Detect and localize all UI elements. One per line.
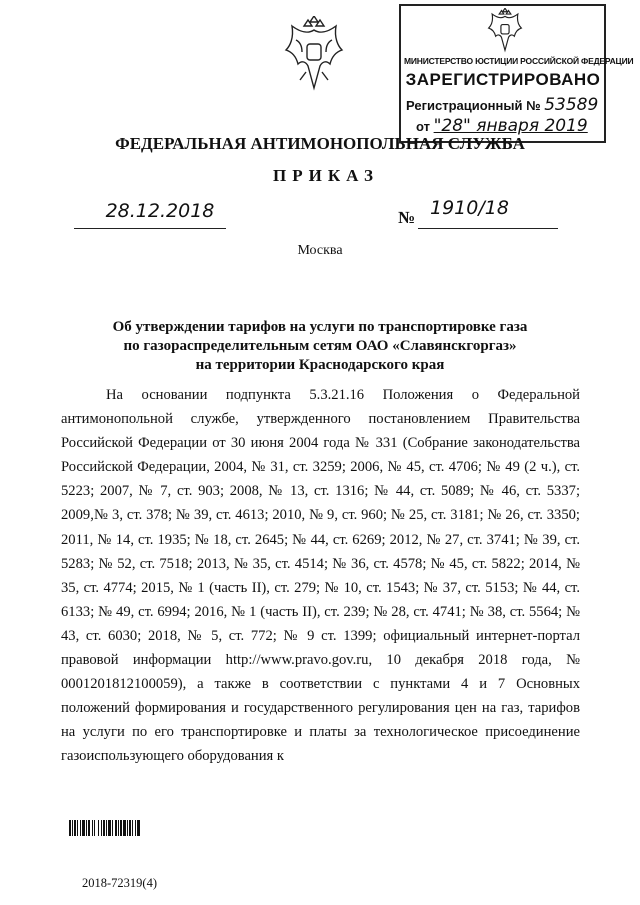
stamp-ministry: МИНИСТЕРСТВО ЮСТИЦИИ РОССИЙСКОЙ ФЕДЕРАЦИИ <box>404 56 634 66</box>
barcode-bar <box>118 820 119 836</box>
date-underline <box>74 228 226 229</box>
barcode-bar <box>135 820 136 836</box>
barcode-bar <box>137 820 140 836</box>
stamp-reg-number: 53589 <box>544 95 599 115</box>
barcode-bar <box>82 820 85 836</box>
document-title <box>60 318 580 375</box>
barcode-bar <box>86 820 87 836</box>
barcode <box>69 820 184 836</box>
barcode-bar <box>101 820 102 836</box>
barcode-bar <box>108 820 111 836</box>
number-underline <box>418 228 558 229</box>
stamp-reg-label: Регистрационный № <box>406 98 541 113</box>
service-title: ФЕДЕРАЛЬНАЯ АНТИМОНОПОЛЬНАЯ СЛУЖБА <box>115 134 525 153</box>
barcode-bar <box>98 820 99 836</box>
barcode-bar <box>88 820 90 836</box>
body-text: На основании подпункта 5.3.21.16 Положения о Федеральной антимонопольной службе, утвержденного постановлением Правительства Российской Федерации от 30 июня 2004 года № 331 (Собрание законодательства Российской Федерации, 2004, № 31, ст. 3259; 2006, № 45, ст. 4706; № 49 (2 ч.), ст. 5223; 2007, № 7, ст. 903; 2008, № 13, ст. 1316; № 44, ст. 5089; № 46, ст. 5337; 2009,№ 3, ст. 378; № 39, ст. 4613; 2010, № 9, ст. 960; № 25, ст. 3181; № 26, ст. 3350; 2011, № 14, ст. 1935; № 18, ст. 2645; № 44, ст. 6269; 2012, № 27, ст. 3741; № 39, ст. 5283; № 52, ст. 7518; 2013, № 35, ст. 4514; № 36, ст. 4578; № 45, ст. 5822; 2014, № 35, ст. 4774; 2015, № 1 (часть II), ст. 279; № 10, ст. 1543; № 37, ст. 5153; № 44, ст. 6133; № 49, ст. 6994; 2016, № 1 (часть II), ст. 239; № 28, ст. 4741; № 38, ст. 5564; № 43, ст. 6030; 2018, № 5, ст. 772; № 9 ст. 1399; официальный интернет-портал правовой информации http://www.pravo.gov.ru, 10 декабря 2018 года, № 0001201812100059), а также в соответствии с пунктами 4 и 7 Основных положений формирования и государственного регулирования цен на газ, тарифов на услуги по его транспортировке и платы за технологическое присоединение газоиспользующего оборудования к <box>61 387 580 765</box>
stamp-date-line <box>416 116 588 136</box>
barcode-bar <box>80 820 81 836</box>
barcode-bar <box>115 820 117 836</box>
title-line: по газораспределительным сетям ОАО «Славянскгоргаз» <box>123 338 517 354</box>
barcode-bar <box>74 820 76 836</box>
barcode-bar <box>69 820 71 836</box>
body-paragraph <box>61 383 580 769</box>
barcode-bar <box>92 820 93 836</box>
stamp-date-prefix: от <box>416 119 430 134</box>
barcode-bar <box>106 820 107 836</box>
city: Москва <box>297 243 343 258</box>
barcode-bar <box>127 820 128 836</box>
stamp-date-handwritten: "28" января 2019 <box>433 116 588 136</box>
order-number: 1910/18 <box>430 197 509 219</box>
barcode-bar <box>129 820 131 836</box>
title-line: Об утверждении тарифов на услуги по транспортировке газа <box>112 319 528 335</box>
stamp-registered: ЗАРЕГИСТРИРОВАНО <box>405 70 601 89</box>
number-sign: № <box>398 208 416 227</box>
barcode-bar <box>123 820 126 836</box>
coat-of-arms-emblem <box>278 16 350 94</box>
barcode-bar <box>103 820 105 836</box>
barcode-bar <box>132 820 133 836</box>
barcode-bar <box>120 820 122 836</box>
barcode-bar <box>94 820 95 836</box>
barcode-bar <box>112 820 113 836</box>
order-title: ПРИКАЗ <box>273 166 379 185</box>
barcode-bar <box>77 820 78 836</box>
stamp-reg-line <box>406 95 598 115</box>
order-date: 28.12.2018 <box>105 200 215 222</box>
title-line: на территории Краснодарского края <box>195 357 445 373</box>
barcode-bar <box>72 820 73 836</box>
document-code: 2018-72319(4) <box>82 876 157 890</box>
stamp-emblem <box>484 8 526 54</box>
